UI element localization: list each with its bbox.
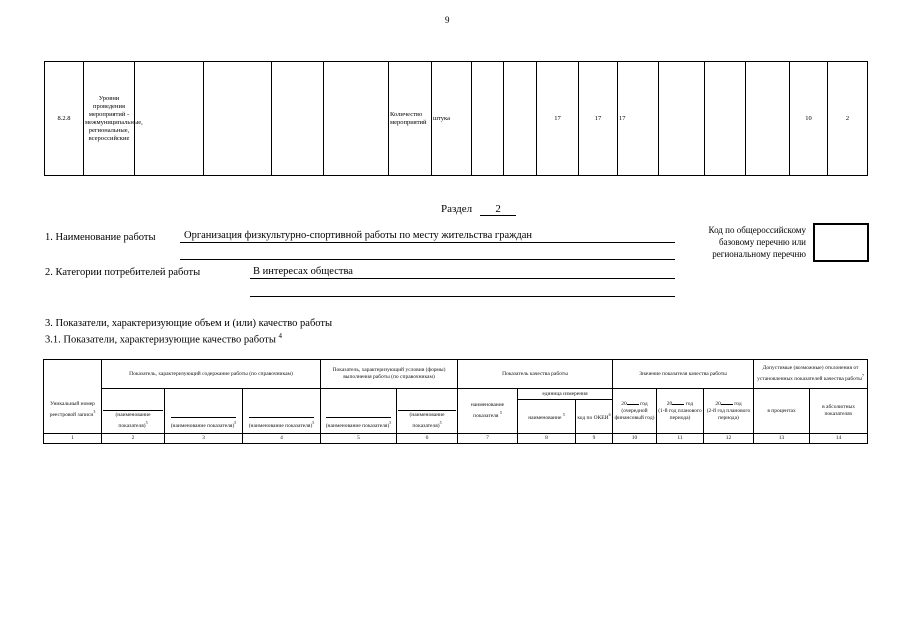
heading-3-1: 3.1. Показатели, характеризующие качество работы $^4$ [45, 332, 283, 346]
content-sub-2: (наименование показателя)$^5$ [165, 389, 243, 434]
value-1: 17 [537, 62, 579, 176]
name-of-indicator-header: наименование показателя $^5$ [458, 389, 518, 434]
col-number: 14 [810, 434, 868, 444]
quality-table [43, 359, 868, 444]
unit-header: единица измерения [518, 389, 613, 400]
work-name-underline [180, 242, 675, 243]
indicator-value-header: Значение показателя качества работы [613, 360, 754, 389]
col-number: 13 [754, 434, 810, 444]
table-row [44, 389, 868, 400]
unit-text: штука [432, 62, 472, 176]
year-2-header: 20 год (1-й год планового периода) [657, 389, 704, 434]
consumers-underline-2 [250, 296, 675, 297]
conditions-sub-2: (наименование показателя)$^5$ [397, 389, 458, 434]
okei-header: код по ОКЕИ$^6$ [576, 400, 613, 434]
col-number: 4 [243, 434, 321, 444]
unique-number-header: Уникальный номер реестровой записи$^3$ [44, 360, 102, 434]
conditions-sub-1: (наименование показателя)$^5$ [321, 389, 397, 434]
value-2: 17 [579, 62, 618, 176]
col-number: 7 [458, 434, 518, 444]
in-absolute-header: в абсолютных показателях [810, 389, 868, 434]
consumers-underline [250, 278, 675, 279]
consumers-value: В интересах общества [253, 266, 353, 277]
content-indicator-header: Показатель, характеризующий содержание работы (по справочникам) [102, 360, 321, 389]
conditions-indicator-header: Показатель, характеризующий условия (формы) выполнения работы (по справочникам) [321, 360, 458, 389]
col-number: 9 [576, 434, 613, 444]
value-5: 2 [828, 62, 868, 176]
consumers-label: 2. Категории потребителей работы [45, 267, 201, 278]
col-number: 1 [44, 434, 102, 444]
level-text: Уровни проведения мероприятий - межмуниципальные, региональные, всероссийские [84, 62, 135, 176]
code-box[interactable] [813, 223, 869, 262]
year-3-header: 20 год (2-й год планового периода) [704, 389, 754, 434]
col-number: 12 [704, 434, 754, 444]
indicator-text: Количество мероприятий [389, 62, 432, 176]
col-number: 5 [321, 434, 397, 444]
code-label: Код по общероссийскому базовому перечню или региональному перечню [708, 225, 806, 259]
section-label: Раздел [441, 203, 473, 215]
section-header [441, 203, 516, 216]
table-row [44, 360, 868, 389]
col-number: 11 [657, 434, 704, 444]
col-number: 10 [613, 434, 657, 444]
work-name-value: Организация физкультурно-спортивной работы по месту жительства граждан [184, 230, 532, 241]
col-number: 8 [518, 434, 576, 444]
section-number: 2 [480, 203, 516, 216]
page-number: 9 [445, 15, 450, 25]
col-number: 3 [165, 434, 243, 444]
content-sub-1: (наименование показателя)$^5$ [102, 389, 165, 434]
top-data-table [44, 61, 868, 176]
value-4: 10 [790, 62, 828, 176]
quality-indicator-header: Показатель качества работы [458, 360, 613, 389]
year-1-header: 20 год (очередной финансовый год) [613, 389, 657, 434]
heading-3: 3. Показатели, характеризующие объем и (или) качество работы [45, 318, 333, 329]
in-percent-header: в процентах [754, 389, 810, 434]
col-number: 2 [102, 434, 165, 444]
row-code: 8.2.8 [45, 62, 84, 176]
work-name-underline-2 [180, 259, 675, 260]
work-name-label: 1. Наименование работы [45, 232, 156, 243]
deviations-header: Допустимые (возможные) отклонения от установленных показателей качества работы$^7$ [754, 360, 868, 389]
value-3: 17 [618, 62, 659, 176]
column-numbers-row [44, 434, 868, 444]
col-number: 6 [397, 434, 458, 444]
unit-name-header: наименование $^5$ [518, 400, 576, 434]
table-row [45, 62, 868, 176]
content-sub-3: (наименование показателя)$^5$ [243, 389, 321, 434]
